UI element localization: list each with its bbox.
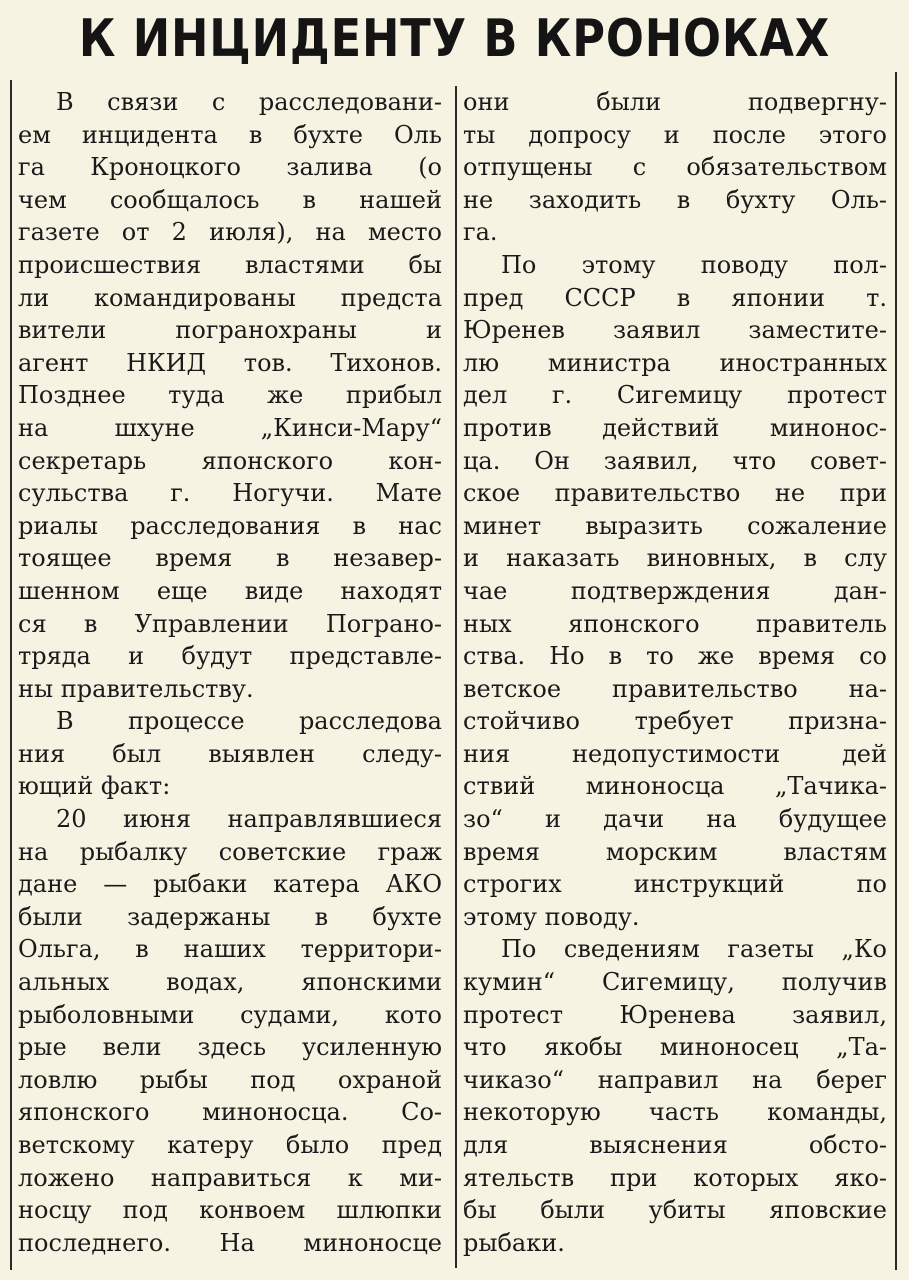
text-line: риалы расследования в нас bbox=[18, 511, 442, 540]
text-line: минет выразить сожаление bbox=[463, 511, 887, 540]
text-line: дане — рыбаки катера АКО bbox=[18, 870, 442, 899]
text-line: отпущены с обязательством bbox=[463, 153, 887, 182]
text-line: рые вели здесь усиленную bbox=[18, 1033, 442, 1062]
text-line: ния был выявлен следу- bbox=[18, 739, 442, 768]
text-line: секретарь японского кон- bbox=[18, 446, 442, 475]
text-line: шенном еще виде находят bbox=[18, 576, 442, 605]
text-line: для выяснения обсто- bbox=[463, 1131, 887, 1159]
text-line: зо“ и дачи на будущее bbox=[463, 805, 887, 834]
text-line: происшествия властями бы bbox=[18, 250, 442, 279]
text-line: вители погранохраны и bbox=[18, 316, 442, 345]
left-border-rule bbox=[10, 80, 12, 1270]
text-line: пред СССР в японии т. bbox=[463, 283, 887, 312]
text-line: агент НКИД тов. Тихонов. bbox=[18, 348, 442, 377]
text-line: ющий факт: bbox=[18, 772, 171, 801]
text-line: строгих инструкций по bbox=[463, 870, 887, 899]
text-line: бы были убиты яповские bbox=[463, 1196, 887, 1225]
text-line: ветское правительство на- bbox=[463, 674, 887, 703]
text-line: время морским властям bbox=[463, 837, 887, 866]
text-line: тряда и будут представле- bbox=[18, 642, 442, 671]
text-line: лю министра иностранных bbox=[463, 348, 887, 377]
text-line: сульства г. Ногучи. Мате bbox=[18, 479, 442, 508]
text-line: на рыбалку советские граж bbox=[18, 837, 442, 866]
text-line: Юренев заявил заместите- bbox=[463, 316, 887, 345]
text-line: не заходить в бухту Оль- bbox=[463, 185, 887, 214]
text-line: газете от 2 июля), на место bbox=[18, 218, 442, 247]
text-line: кумин“ Сигемицу, получив bbox=[463, 968, 887, 997]
text-line: были задержаны в бухте bbox=[18, 902, 442, 931]
text-line: ствий миноносца „Тачика- bbox=[463, 772, 887, 801]
text-line: что якобы миноносец „Та- bbox=[463, 1033, 887, 1062]
text-line: тоящее время в незавер- bbox=[18, 544, 442, 573]
text-line: дел г. Сигемицу протест bbox=[463, 381, 887, 410]
text-line: ных японского правитель bbox=[463, 609, 887, 638]
text-line: альных водах, японскими bbox=[18, 968, 442, 997]
text-line: ны правительству. bbox=[18, 674, 254, 703]
text-line: ловлю рыбы под охраной bbox=[18, 1065, 442, 1094]
text-line: носцу под конвоем шлюпки bbox=[18, 1196, 442, 1225]
text-line: ем инцидента в бухте Оль bbox=[18, 120, 442, 149]
text-line: В процессе расследова bbox=[56, 707, 442, 736]
text-line: В связи с расследовани- bbox=[56, 88, 442, 116]
text-line: некоторую часть команды, bbox=[463, 1098, 887, 1127]
text-line: ли командированы предста bbox=[18, 283, 442, 312]
right-border-rule bbox=[895, 72, 897, 1270]
text-line: последнего. На миноносце bbox=[18, 1228, 442, 1257]
text-line: ца. Он заявил, что совет- bbox=[463, 446, 887, 475]
text-line: ложено направиться к ми- bbox=[18, 1163, 442, 1192]
right-column bbox=[463, 86, 887, 1259]
text-line: рыбаки. bbox=[463, 1228, 565, 1257]
text-line: ния недопустимости дей bbox=[463, 739, 887, 768]
text-line: ства. Но в то же время со bbox=[463, 642, 887, 671]
text-line: По этому поводу пол- bbox=[501, 250, 887, 279]
text-line: По сведениям газеты „Ко bbox=[501, 935, 887, 964]
text-line: ты допросу и после этого bbox=[463, 120, 887, 149]
text-line: ятельств при которых яко- bbox=[463, 1163, 887, 1192]
text-line: на шхуне „Кинси-Мару“ bbox=[18, 413, 442, 442]
text-line: Ольга, в наших территори- bbox=[18, 935, 442, 964]
text-line: против действий минонос- bbox=[463, 413, 887, 442]
text-line: этому поводу. bbox=[463, 902, 640, 931]
text-line: чае подтверждения дан- bbox=[463, 576, 887, 605]
article-headline: К ИНЦИДЕНТУ В КРОНОКАХ bbox=[78, 9, 831, 69]
text-line: протест Юренева заявил, bbox=[463, 1000, 887, 1029]
text-line: 20 июня направлявшиеся bbox=[56, 805, 442, 834]
text-line: чиказо“ направил на берег bbox=[463, 1065, 887, 1094]
left-column bbox=[18, 86, 442, 1259]
text-line: Позднее туда же прибыл bbox=[18, 381, 442, 410]
text-line: японского миноносца. Со- bbox=[18, 1098, 442, 1127]
text-line: га Кроноцкого залива (о bbox=[18, 153, 442, 182]
text-line: и наказать виновных, в слу bbox=[463, 544, 887, 573]
text-line: ветскому катеру было пред bbox=[18, 1131, 442, 1159]
column-divider bbox=[455, 86, 457, 1268]
text-line: рыболовными судами, кото bbox=[18, 1000, 442, 1029]
text-line: чем сообщалось в нашей bbox=[18, 185, 442, 214]
text-line: ское правительство не при bbox=[463, 479, 887, 508]
text-line: га. bbox=[463, 218, 498, 247]
text-line: ся в Управлении Пограно- bbox=[18, 609, 442, 638]
text-line: стойчиво требует призна- bbox=[463, 707, 887, 736]
text-line: они были подвергну- bbox=[463, 88, 887, 116]
